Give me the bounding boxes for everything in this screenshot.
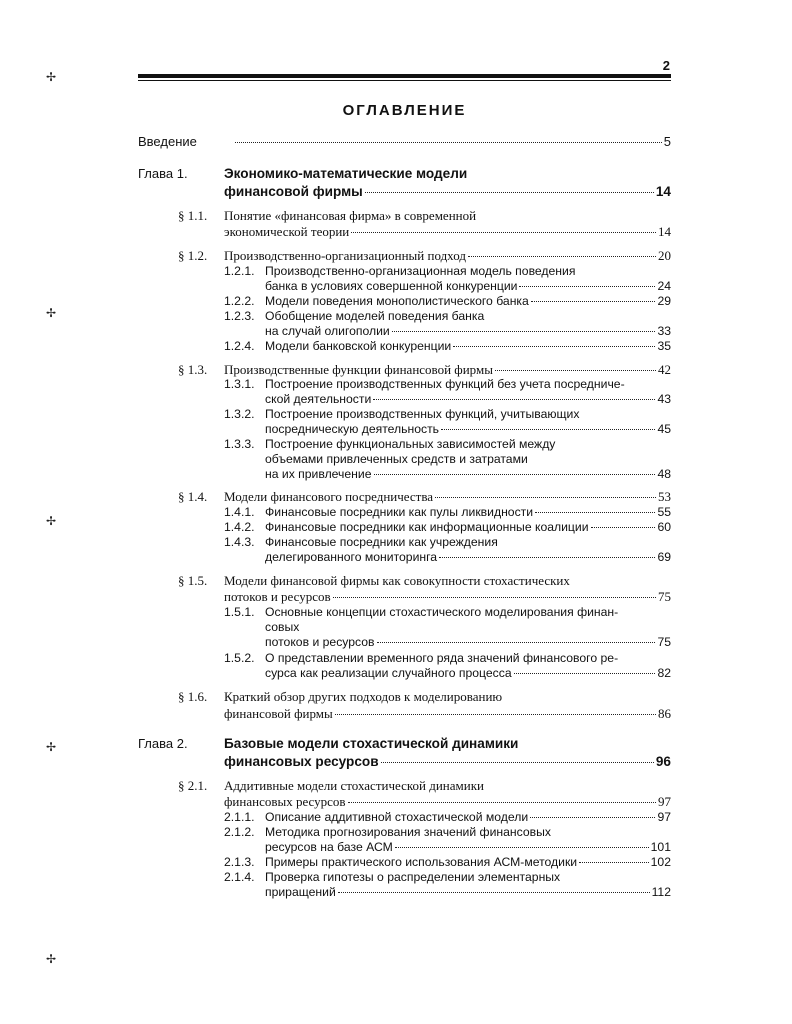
subsection-title: Примеры практического использования АСМ-методики (265, 855, 578, 869)
subsection-title: Финансовые посредники как пулы ликвидности (265, 505, 534, 519)
dot-leader (435, 497, 656, 498)
dot-leader (579, 862, 649, 863)
toc-page: 42 (658, 362, 671, 377)
section-number: § 1.5. (178, 573, 208, 588)
chapter-title: финансовой фирмы (224, 184, 363, 199)
subsection-number: 2.1.4. (224, 870, 255, 884)
subsection-title: на их привлечение (265, 467, 372, 481)
subsection-title: Построение производственных функций, учитывающих (265, 407, 580, 421)
toc-page: 55 (657, 505, 671, 519)
dot-leader (468, 256, 656, 257)
subsection-number: 1.2.4. (224, 339, 255, 353)
toc-entry-1-4-1[interactable] (265, 505, 671, 519)
subsection-title: Модели поведения монополистического банка (265, 294, 529, 308)
toc-entry-chapter2[interactable] (224, 754, 671, 769)
dot-leader (514, 673, 656, 674)
dot-leader (348, 802, 656, 803)
dot-leader (530, 817, 655, 818)
subsection-number: 1.5.1. (224, 605, 255, 619)
chapter-title: финансовых ресурсов (224, 754, 379, 769)
toc-entry-1-4-2[interactable] (265, 520, 671, 534)
toc-page: 24 (657, 279, 671, 293)
dot-leader (531, 301, 656, 302)
toc-entry-2-1-2[interactable] (265, 840, 671, 854)
subsection-number: 1.2.1. (224, 264, 255, 278)
toc-page: 14 (655, 184, 671, 199)
binding-mark-icon: ✢ (46, 70, 57, 84)
toc-entry-1-2-4[interactable] (265, 339, 671, 353)
dot-leader (365, 192, 654, 193)
subsection-number: 1.2.3. (224, 309, 255, 323)
chapter-title: Экономико-математические модели (224, 166, 468, 181)
section-title: Модели финансового посредничества (224, 489, 434, 504)
toc-page: 29 (657, 294, 671, 308)
dot-leader (351, 232, 656, 233)
chapter-title: Базовые модели стохастической динамики (224, 736, 519, 751)
page-number: 2 (662, 58, 670, 73)
subsection-number: 2.1.2. (224, 825, 255, 839)
subsection-title: Финансовые посредники как информационные коалиции (265, 520, 589, 534)
subsection-title: Описание аддитивной стохастической модели (265, 810, 529, 824)
toc-page: 82 (657, 666, 671, 680)
subsection-number: 1.3.1. (224, 377, 255, 391)
dot-leader (373, 399, 655, 400)
toc-entry-1-3-3[interactable] (265, 467, 671, 481)
dot-leader (381, 762, 654, 763)
dot-leader (374, 474, 656, 475)
toc-page: 35 (657, 339, 671, 353)
subsection-number: 1.2.2. (224, 294, 255, 308)
section-number: § 1.4. (178, 489, 208, 504)
subsection-title: Финансовые посредники как учреждения (265, 535, 498, 549)
section-title: Модели финансовой фирмы как совокупности стохастических (224, 573, 570, 588)
section-title: Краткий обзор других подходов к моделированию (224, 689, 503, 704)
subsection-number: 1.3.3. (224, 437, 255, 451)
toc-page: 102 (650, 855, 671, 869)
chapter-label: Глава 1. (138, 166, 188, 181)
section-title: Производственно-организационный подход (224, 248, 466, 263)
dot-leader (235, 142, 662, 143)
toc-entry-1-4-3[interactable] (265, 550, 671, 564)
section-number: § 1.3. (178, 362, 208, 377)
subsection-title: на случай олигополии (265, 324, 390, 338)
toc-page: 86 (658, 706, 671, 721)
dot-leader (453, 346, 655, 347)
toc-page: 53 (658, 489, 671, 504)
section-title: финансовых ресурсов (224, 794, 346, 809)
toc-page: 97 (657, 810, 671, 824)
chapter-label: Глава 2. (138, 736, 188, 751)
page-title: ОГЛАВЛЕНИЕ (342, 102, 467, 119)
binding-mark-icon: ✢ (46, 740, 57, 754)
subsection-title: сурса как реализации случайного процесса (265, 666, 512, 680)
toc-page: 60 (657, 520, 671, 534)
section-title: Аддитивные модели стохастической динамики (224, 778, 484, 793)
subsection-title: банка в условиях совершенной конкуренции (265, 279, 518, 293)
toc-entry-1-6[interactable] (224, 706, 671, 722)
subsection-number: 1.4.1. (224, 505, 255, 519)
binding-mark-icon: ✢ (46, 514, 57, 528)
toc-entry-2-1-4[interactable] (265, 885, 671, 899)
section-title: Понятие «финансовая фирма» в современной (224, 208, 477, 223)
dot-leader (395, 847, 649, 848)
subsection-title: Методика прогнозирования значений финансовых (265, 825, 551, 839)
toc-entry-1-2-2[interactable] (265, 294, 671, 308)
subsection-title: приращений (265, 885, 336, 899)
subsection-title: объемами привлеченных средств и затратами (265, 452, 528, 466)
toc-page: 43 (657, 392, 671, 406)
dot-leader (392, 331, 656, 332)
toc-page: 75 (658, 589, 671, 604)
toc-page: 33 (657, 324, 671, 338)
section-number: § 1.6. (178, 689, 208, 704)
toc-entry-1-3[interactable] (224, 362, 671, 378)
subsection-title: делегированного мониторинга (265, 550, 438, 564)
dot-leader (591, 527, 656, 528)
subsection-title: Построение функциональных зависимостей между (265, 437, 556, 451)
section-title: Производственные функции финансовой фирмы (224, 362, 493, 377)
subsection-title: О представлении временного ряда значений финансового ре- (265, 651, 619, 665)
section-number: § 1.2. (178, 248, 208, 263)
section-title: финансовой фирмы (224, 706, 333, 721)
dot-leader (535, 512, 655, 513)
toc-entry-intro[interactable] (138, 134, 671, 149)
subsection-number: 2.1.1. (224, 810, 255, 824)
subsection-number: 1.5.2. (224, 651, 255, 665)
dot-leader (495, 370, 656, 371)
toc-entry-1-3-2[interactable] (265, 422, 671, 436)
toc-entry-1-5[interactable] (224, 589, 671, 605)
toc-entry-1-2-3[interactable] (265, 324, 671, 338)
toc-entry-2-1[interactable] (224, 794, 671, 810)
binding-mark-icon: ✢ (46, 306, 57, 320)
subsection-title: Построение производственных функций без учета посредниче- (265, 377, 625, 391)
toc-label: Введение (138, 134, 197, 149)
toc-entry-1-4[interactable] (224, 489, 671, 505)
subsection-title: ресурсов на базе АСМ (265, 840, 393, 854)
dot-leader (338, 892, 650, 893)
toc-page: 112 (651, 885, 671, 899)
toc-page: 69 (657, 550, 671, 564)
dot-leader (333, 597, 656, 598)
toc-entry-2-1-1[interactable] (265, 810, 671, 824)
toc-entry-chapter1[interactable] (224, 184, 671, 199)
dot-leader (377, 642, 656, 643)
subsection-number: 1.4.2. (224, 520, 255, 534)
toc-entry-1-1[interactable] (224, 224, 671, 240)
subsection-number: 2.1.3. (224, 855, 255, 869)
section-title: экономической теории (224, 224, 350, 239)
dot-leader (441, 429, 655, 430)
section-title: потоков и ресурсов (224, 589, 331, 604)
section-number: § 2.1. (178, 778, 208, 793)
toc-page: 14 (658, 224, 671, 239)
toc-page: 96 (655, 754, 671, 769)
subsection-title: потоков и ресурсов (265, 635, 375, 649)
subsection-title: посредническую деятельность (265, 422, 440, 436)
subsection-number: 1.3.2. (224, 407, 255, 421)
toc-entry-1-5-2[interactable] (265, 666, 671, 680)
toc-page: 48 (657, 467, 671, 481)
toc-page: 75 (657, 635, 671, 649)
toc-entry-1-2[interactable] (224, 248, 671, 264)
section-number: § 1.1. (178, 208, 208, 223)
dot-leader (335, 714, 656, 715)
dot-leader (439, 557, 655, 558)
toc-page: 97 (658, 794, 671, 809)
toc-entry-1-2-1[interactable] (265, 279, 671, 293)
subsection-title: Обобщение моделей поведения банка (265, 309, 485, 323)
subsection-title: Модели банковской конкуренции (265, 339, 452, 353)
toc-page: 5 (663, 134, 671, 149)
subsection-title: Основные концепции стохастического моделирования финан- (265, 605, 619, 619)
dot-leader (519, 286, 655, 287)
subsection-title: совых (265, 620, 300, 634)
toc-page: 45 (657, 422, 671, 436)
subsection-title: Проверка гипотезы о распределении элементарных (265, 870, 561, 884)
subsection-title: ской деятельности (265, 392, 372, 406)
toc-page: 101 (650, 840, 671, 854)
subsection-number: 1.4.3. (224, 535, 255, 549)
toc-entry-1-3-1[interactable] (265, 392, 671, 406)
subsection-title: Производственно-организационная модель поведения (265, 264, 576, 278)
toc-page: 20 (658, 248, 671, 263)
binding-mark-icon: ✢ (46, 952, 57, 966)
toc-entry-2-1-3[interactable] (265, 855, 671, 869)
toc-entry-1-5-1[interactable] (265, 635, 671, 649)
